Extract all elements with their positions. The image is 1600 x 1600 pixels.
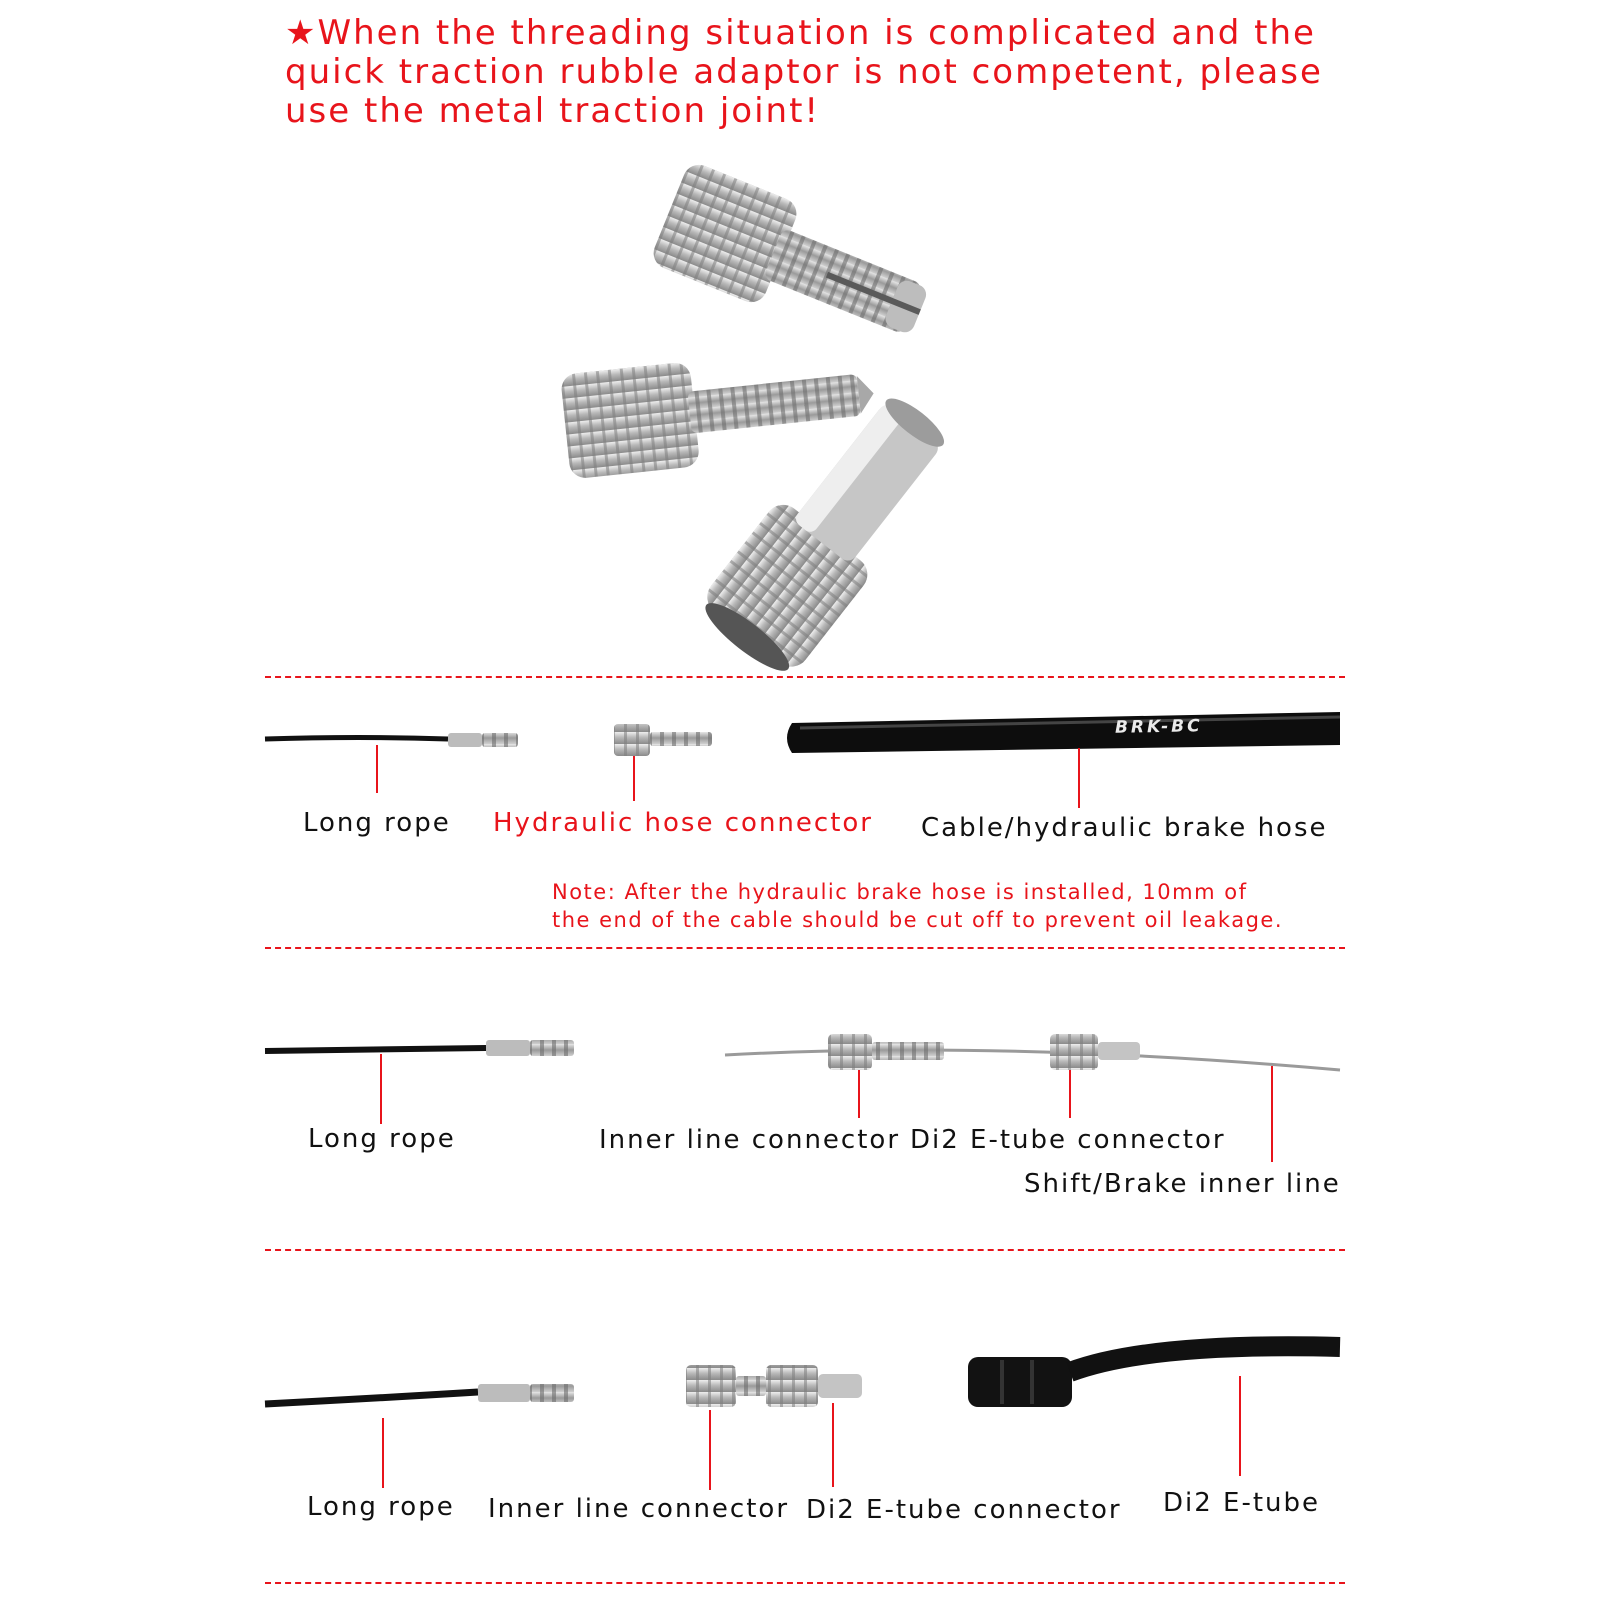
label-inner-line-connector-3: Inner line connector bbox=[488, 1494, 790, 1524]
label-di2-etube-connector-2: Di2 E-tube connector bbox=[910, 1125, 1226, 1155]
headline-text: When the threading situation is complicated and the quick traction rubble adaptor is not competent, please use the metal traction joint! bbox=[285, 13, 1323, 131]
pointer-di2-etube bbox=[1239, 1376, 1241, 1476]
star-icon: ★ bbox=[285, 13, 318, 53]
label-cable-brake-hose: Cable/hydraulic brake hose bbox=[921, 813, 1328, 843]
note-line-1: Note: After the hydraulic brake hose is installed, 10mm of bbox=[552, 880, 1248, 904]
label-shift-brake-inner-line: Shift/Brake inner line bbox=[1024, 1169, 1341, 1199]
pointer-long-rope-3 bbox=[382, 1418, 384, 1488]
label-long-rope-1: Long rope bbox=[303, 808, 451, 838]
label-di2-etube: Di2 E-tube bbox=[1163, 1488, 1321, 1518]
di2-etube-item bbox=[968, 1346, 1340, 1407]
label-long-rope-3: Long rope bbox=[307, 1492, 455, 1522]
note-line-2: the end of the cable should be cut off to prevent oil leakage. bbox=[552, 908, 1283, 932]
pointer-di2-etube-connector-3 bbox=[832, 1403, 834, 1487]
label-hydraulic-hose-connector: Hydraulic hose connector bbox=[493, 808, 873, 838]
divider-4 bbox=[265, 1582, 1345, 1584]
hose-print: BRK-BC bbox=[1114, 716, 1203, 738]
label-inner-line-connector-2: Inner line connector bbox=[599, 1125, 901, 1155]
inner-line-and-di2-connector-item bbox=[686, 1365, 862, 1407]
label-di2-etube-connector-3: Di2 E-tube connector bbox=[806, 1495, 1122, 1525]
label-long-rope-2: Long rope bbox=[308, 1124, 456, 1154]
long-rope-3 bbox=[265, 1384, 574, 1404]
pointer-inner-line-connector-3 bbox=[709, 1410, 711, 1490]
